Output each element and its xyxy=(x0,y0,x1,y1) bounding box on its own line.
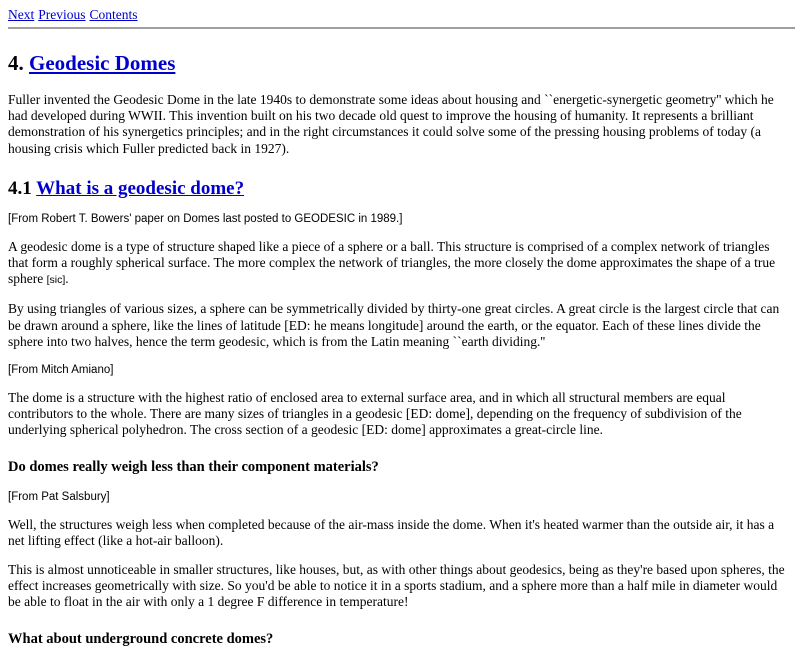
nav-link-previous[interactable]: Previous xyxy=(38,7,86,22)
subsection-title-link[interactable]: What is a geodesic dome? xyxy=(36,177,245,199)
header-divider xyxy=(8,27,795,29)
paragraph-dome-structure: The dome is a structure with the highest ratio of enclosed area to external surface area, and in which all structural members are equal contributors to the whole. There are many sizes of triangles in a geodesic [ED: dome], depending on the frequency of subdivision of the underlying spherical polyhedron. The cross section of a geodesic [ED: dome] approximates a great-circle line. xyxy=(8,390,742,438)
paragraph-air-mass: Well, the structures weigh less when completed because of the air-mass inside the dome. When it's heated warmer than the outside air, it has a net lifting effect (like a hot-air balloon). xyxy=(8,516,775,548)
sic-annotation: [sic] xyxy=(46,274,66,287)
section-title-link[interactable]: Geodesic Domes xyxy=(29,51,176,75)
paragraph-geodesic-definition xyxy=(8,239,793,289)
nav-link-next[interactable]: Next xyxy=(8,7,35,22)
section-number: 4. xyxy=(8,51,24,75)
subsection-number: 4.1 xyxy=(8,177,32,199)
attribution-salsbury: [From Pat Salsbury] xyxy=(8,490,110,503)
paragraph-great-circles: By using triangles of various sizes, a sphere can be symmetrically divided by thirty-one great circles. A great circle is the largest circle that can be drawn around a sphere, like the lines of latitude [ED: he means longitude] around the earth, or the equator. Each of these lines divide the sphere into two halves, hence the term geodesic, which is from the Latin meaning ``earth dividing.'' xyxy=(8,301,780,349)
question-heading-underground: What about underground concrete domes? xyxy=(8,630,274,647)
attribution-bowers: [From Robert T. Bowers' paper on Domes last posted to GEODESIC in 1989.] xyxy=(8,212,403,225)
paragraph-scaling-effect: This is almost unnoticeable in smaller structures, like houses, but, as with other things about geodesics, being as they're based upon spheres, the effect increases geometrically with size. So you'd be able to notice it in a sports stadium, and a sphere more than a half mile in diameter would be able to float in the air with only a 1 degree F difference in temperature! xyxy=(8,562,785,610)
paragraph-text-part-a: A geodesic dome is a type of structure shaped like a piece of a sphere or a ball. This structure is comprised of a complex network of triangles that form a roughly spherical surface. The more complex the network of triangles, the more closely the dome approximates the shape of a true sphere xyxy=(8,238,776,287)
paragraph-text-part-b: . xyxy=(65,271,69,287)
top-navigation-bar xyxy=(8,7,793,22)
section-intro-paragraph: Fuller invented the Geodesic Dome in the late 1940s to demonstrate some ideas about housing and ``energetic-synergetic geometry'' which he had developed during WWII. This invention built on his two decade old quest to improve the housing of humanity. It represents a brilliant demonstration of his synergetics principles; and in the right circumstances it could solve some of the pressing housing problems of today (a housing crisis which Fuller predicted back in 1927). xyxy=(8,92,774,156)
question-heading-weight: Do domes really weigh less than their component materials? xyxy=(8,458,379,475)
nav-link-contents[interactable]: Contents xyxy=(89,7,138,22)
page-title xyxy=(8,51,793,75)
subsection-heading xyxy=(8,178,793,200)
attribution-amiano: [From Mitch Amiano] xyxy=(8,364,114,377)
